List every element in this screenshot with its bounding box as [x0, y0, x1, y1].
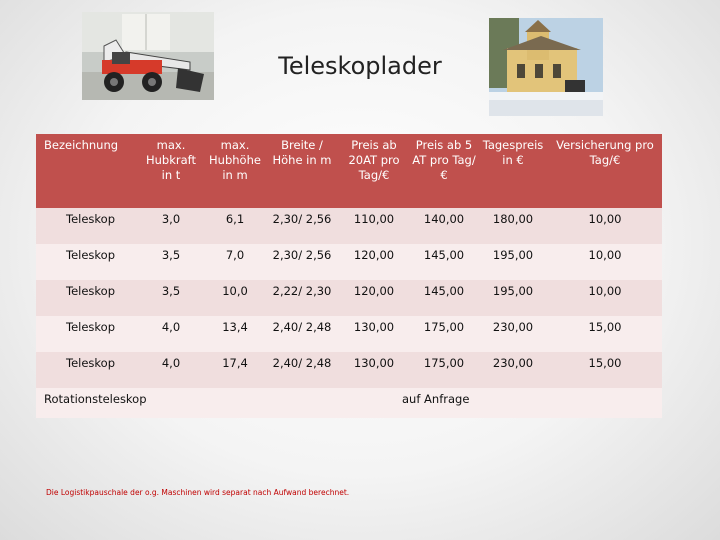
- cell-preis-20at: 130,00: [338, 316, 410, 352]
- cell-preis-20at: 120,00: [338, 244, 410, 280]
- cell-breite-hoehe: 2,30/ 2,56: [266, 244, 338, 280]
- column-header-versicherung: Versicherung pro Tag/€: [548, 134, 662, 208]
- column-header-preis-5at: Preis ab 5 AT pro Tag/€: [410, 134, 478, 208]
- column-header-breite-hoehe: Breite / Höhe in m: [266, 134, 338, 208]
- cell-preis-20at: 130,00: [338, 352, 410, 388]
- cell-versicherung: 10,00: [548, 208, 662, 244]
- cell-breite-hoehe: 2,22/ 2,30: [266, 280, 338, 316]
- cell-hubkraft: 3,5: [138, 244, 204, 280]
- cell-bezeichnung: Rotationsteleskop: [36, 388, 138, 418]
- cell-versicherung: 15,00: [548, 352, 662, 388]
- cell-bezeichnung: Teleskop: [36, 352, 138, 388]
- cell-preis-20at: 110,00: [338, 208, 410, 244]
- cell-preis-5at: 140,00: [410, 208, 478, 244]
- cell-versicherung: 10,00: [548, 244, 662, 280]
- cell-hubhoehe: 13,4: [204, 316, 266, 352]
- table-header-row: [36, 134, 662, 208]
- page-title: Teleskoplader: [278, 52, 442, 80]
- cell-hubhoehe: 17,4: [204, 352, 266, 388]
- cell-hubkraft: 4,0: [138, 352, 204, 388]
- cell-hubkraft: 4,0: [138, 316, 204, 352]
- cell-preis-5at: 145,00: [410, 244, 478, 280]
- table-row: [36, 208, 662, 244]
- church-photo: [489, 18, 603, 116]
- cell-tagespreis: 195,00: [478, 280, 548, 316]
- column-header-tagespreis: Tagespreis in €: [478, 134, 548, 208]
- table-row: [36, 316, 662, 352]
- footnote: Die Logistikpauschale der o.g. Maschinen wird separat nach Aufwand berechnet.: [46, 488, 350, 497]
- cell-bezeichnung: Teleskop: [36, 280, 138, 316]
- cell-bezeichnung: Teleskop: [36, 244, 138, 280]
- cell-hubkraft: 3,0: [138, 208, 204, 244]
- price-table: [36, 134, 662, 418]
- column-header-preis-20at: Preis ab 20AT pro Tag/€: [338, 134, 410, 208]
- cell-preis-5at: 145,00: [410, 280, 478, 316]
- cell-hubkraft: 3,5: [138, 280, 204, 316]
- cell-hubhoehe: 10,0: [204, 280, 266, 316]
- cell-tagespreis: 195,00: [478, 244, 548, 280]
- table-row-rotationsteleskop: [36, 388, 662, 418]
- cell-versicherung: 15,00: [548, 316, 662, 352]
- cell-preis-5at: 175,00: [410, 352, 478, 388]
- column-header-bezeichnung: Bezeichnung: [36, 134, 138, 208]
- column-header-hubkraft: max. Hubkraft in t: [138, 134, 204, 208]
- cell-breite-hoehe: 2,30/ 2,56: [266, 208, 338, 244]
- cell-bezeichnung: Teleskop: [36, 316, 138, 352]
- cell-tagespreis: 230,00: [478, 316, 548, 352]
- cell-versicherung: 10,00: [548, 280, 662, 316]
- cell-hubhoehe: 7,0: [204, 244, 266, 280]
- cell-bezeichnung: Teleskop: [36, 208, 138, 244]
- cell-preis-5at: 175,00: [410, 316, 478, 352]
- table-row: [36, 352, 662, 388]
- cell-tagespreis: 230,00: [478, 352, 548, 388]
- cell-tagespreis: 180,00: [478, 208, 548, 244]
- cell-preis-20at: 120,00: [338, 280, 410, 316]
- cell-auf-anfrage: auf Anfrage: [338, 388, 478, 418]
- cell-breite-hoehe: 2,40/ 2,48: [266, 316, 338, 352]
- table-row: [36, 280, 662, 316]
- cell-breite-hoehe: 2,40/ 2,48: [266, 352, 338, 388]
- cell-hubhoehe: 6,1: [204, 208, 266, 244]
- column-header-hubhoehe: max. Hubhöhe in m: [204, 134, 266, 208]
- table-row: [36, 244, 662, 280]
